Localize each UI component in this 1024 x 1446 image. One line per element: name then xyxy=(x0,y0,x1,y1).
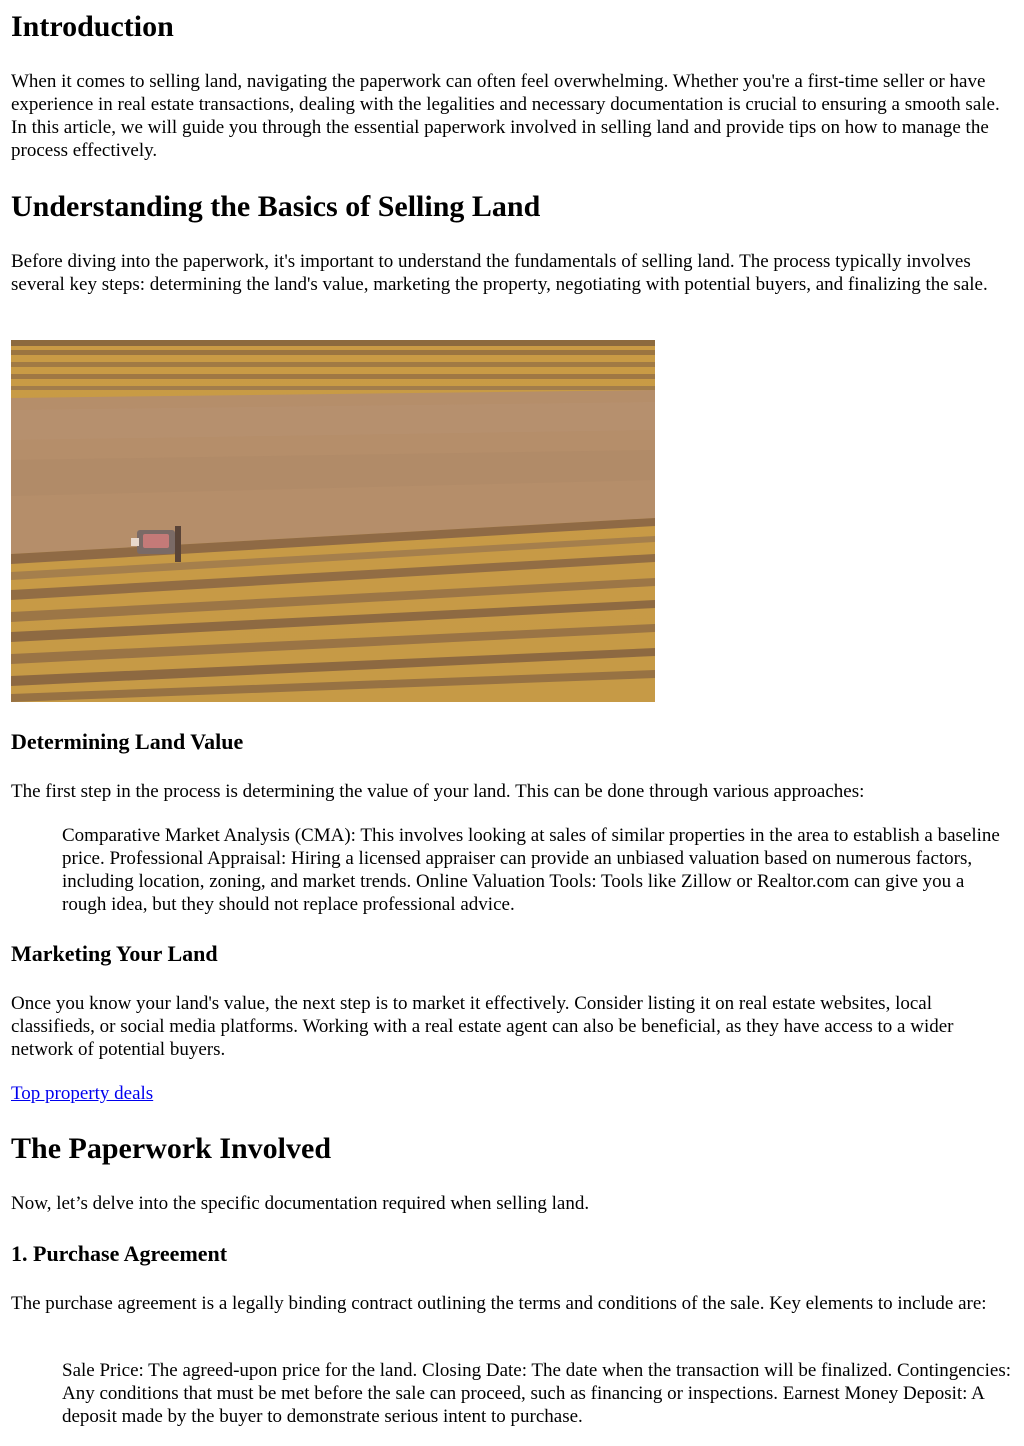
field-harvest-image xyxy=(11,340,655,702)
link-container xyxy=(11,1082,153,1105)
top-property-deals-link[interactable]: Top property deals xyxy=(11,1083,154,1104)
heading-introduction: Introduction xyxy=(11,10,174,43)
paragraph-purchase-agreement: The purchase agreement is a legally binding contract outlining the terms and conditions of the sale. Key elements to include are: xyxy=(11,1293,987,1314)
field-harvest-illustration xyxy=(11,340,655,702)
paragraph-basics: Before diving into the paperwork, it's important to understand the fundamentals of selling land. The process typically involves several key steps: determining the land's value, marketing the property, negotiating with potential buyers, and finalizing the sale. xyxy=(11,251,988,295)
blockquote-purchase-agreement: Sale Price: The agreed-upon price for the land. Closing Date: The date when the transaction will be finalized. Contingencies: Any conditions that must be met before the sale can proceed, such as financing or inspections. Earnest Money Deposit: A deposit made by the buyer to demonstrate serious intent to purchase. xyxy=(62,1360,1011,1427)
heading-purchase-agreement: 1. Purchase Agreement xyxy=(11,1241,228,1266)
paragraph-introduction: When it comes to selling land, navigating the paperwork can often feel overwhelming. Whether you're a first-time seller or have experience in real estate transactions, dealing with the legalities and necessary documentation is crucial to ensuring a smooth sale. In this article, we will guide you through the essential paperwork involved in selling land and provide tips on how to manage the process effectively. xyxy=(11,71,1000,161)
heading-land-value: Determining Land Value xyxy=(11,729,244,754)
blockquote-land-value: Comparative Market Analysis (CMA): This involves looking at sales of similar properties in the area to establish a baseline price. Professional Appraisal: Hiring a licensed appraiser can provide an unbiased valuation based on numerous factors, including location, zoning, and market trends. Online Valuation Tools: Tools like Zillow or Realtor.com can give you a rough idea, but they should not replace professional advice. xyxy=(62,825,1000,915)
heading-paperwork: The Paperwork Involved xyxy=(11,1132,332,1165)
heading-basics: Understanding the Basics of Selling Land xyxy=(11,190,541,223)
paragraph-land-value: The first step in the process is determining the value of your land. This can be done through various approaches: xyxy=(11,781,865,802)
heading-marketing: Marketing Your Land xyxy=(11,941,218,966)
paragraph-paperwork: Now, let’s delve into the specific documentation required when selling land. xyxy=(11,1193,590,1214)
paragraph-marketing: Once you know your land's value, the next step is to market it effectively. Consider listing it on real estate websites, local classifieds, or social media platforms. Working with a real estate agent can also be beneficial, as they have access to a wider network of potential buyers. xyxy=(11,993,954,1060)
